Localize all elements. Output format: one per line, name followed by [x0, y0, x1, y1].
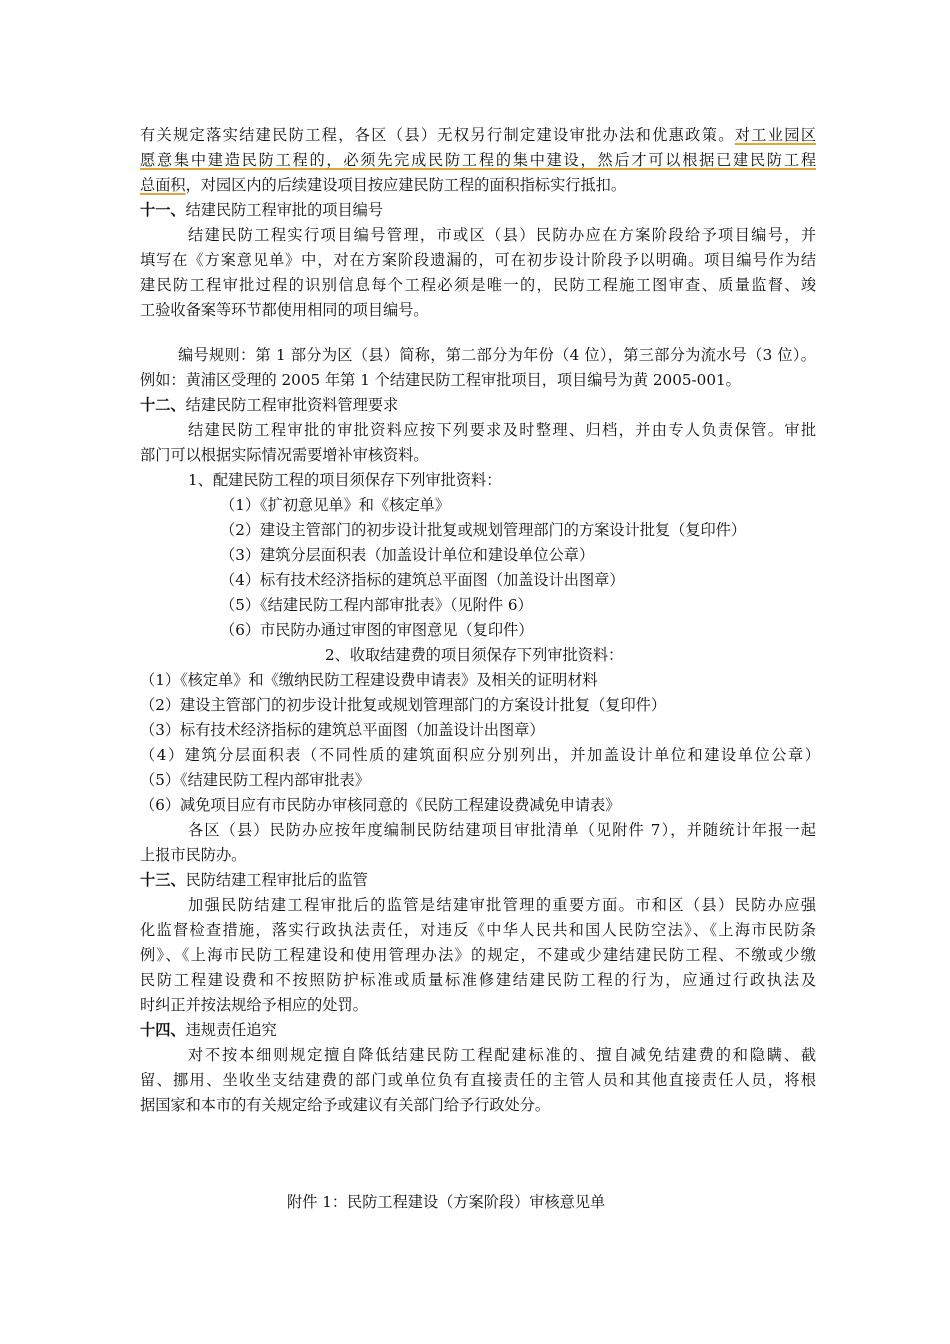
section-number: 十一、: [140, 201, 186, 219]
text-line: [140, 920, 816, 942]
text-line: [220, 520, 746, 542]
text-segment: 结建民防工程审批的项目编号: [185, 201, 383, 219]
text-line: [140, 175, 626, 197]
text-line: [140, 275, 816, 297]
text-segment: 违规责任追究: [185, 1021, 277, 1039]
text-line: [140, 1095, 550, 1117]
text-line: [140, 770, 370, 792]
text-segment: （3）建筑分层面积表（加盖设计单位和建设单位公章）: [220, 546, 595, 564]
text-segment: 编号规则：第 1 部分为区（县）简称，第二部分为年份（4 位），第三部分为流水号（3 位）。: [178, 346, 816, 364]
text-segment: 留、挪用、坐收坐支结建费的部门或单位负有直接责任的主管人员和其他直接责任人员，将根: [140, 1071, 816, 1089]
section-number: 十三、: [140, 871, 186, 889]
text-line: [140, 995, 368, 1017]
text-line: [140, 745, 820, 767]
text-segment: 对不按本细则规定擅自降低结建民防工程配建标准的、擅自减免结建费的和隐瞒、截: [188, 1046, 816, 1064]
highlighted-text: 总面积: [140, 176, 186, 194]
text-line: [188, 1045, 816, 1067]
text-line: [140, 395, 398, 417]
text-segment: （1）《扩初意见单》和《核定单》: [220, 496, 450, 514]
text-line: [220, 495, 450, 517]
text-line: [140, 695, 666, 717]
text-segment: 工验收备案等环节都使用相同的项目编号。: [140, 301, 429, 319]
text-segment: 结建民防工程审批资料管理要求: [185, 396, 399, 414]
text-line: [325, 645, 623, 667]
text-line: [188, 420, 816, 442]
text-segment: 结建民防工程审批的审批资料应按下列要求及时整理、归档，并由专人负责保管。审批: [188, 421, 816, 439]
text-line: [220, 620, 533, 642]
text-line: [220, 545, 594, 567]
text-segment: 加强民防结建工程审批后的监管是结建审批管理的重要方面。市和区（县）民防办应强: [188, 896, 816, 914]
text-line: [188, 470, 501, 492]
text-line: [140, 845, 246, 867]
text-segment: 建民防工程审批过程的识别信息每个工程必须是唯一的，民防工程施工图审查、质量监督、竣: [140, 276, 816, 294]
text-line: [140, 200, 383, 222]
text-line: [140, 150, 816, 172]
text-segment: （2）建设主管部门的初步设计批复或规划管理部门的方案设计批复（复印件）: [220, 521, 747, 539]
text-segment: 民防工程建设费和不按照防护标准或质量标准修建结建民防工程的行为，应通过行政执法及: [140, 971, 816, 989]
highlighted-text: 对工业园区: [734, 126, 817, 144]
text-line: [140, 300, 429, 322]
text-segment: ，对园区内的后续建设项目按应建民防工程的面积指标实行抵扣。: [185, 176, 626, 194]
text-segment: （4）建筑分层面积表（不同性质的建筑面积应分别列出，并加盖设计单位和建设单位公章）: [140, 746, 820, 764]
text-line: [140, 870, 368, 892]
text-segment: （4）标有技术经济指标的建筑总平面图（加盖设计出图章）: [220, 571, 625, 589]
text-segment: （3）标有技术经济指标的建筑总平面图（加盖设计出图章）: [140, 721, 545, 739]
text-line: [188, 820, 816, 842]
text-segment: 附件 1：民防工程建设（方案阶段）审核意见单: [287, 1193, 606, 1211]
text-line: [188, 895, 816, 917]
text-line: [140, 250, 816, 272]
text-line: [140, 1020, 277, 1042]
text-line: [140, 125, 816, 147]
text-segment: 上报市民防办。: [140, 846, 247, 864]
text-segment: 有关规定落实结建民防工程，各区（县）无权另行制定建设审批办法和优惠政策。: [140, 126, 735, 144]
text-segment: （6）减免项目应有市民防办审核同意的《民防工程建设费减免申请表》: [140, 796, 621, 814]
text-segment: （5）《结建民防工程内部审批表》（见附件 6）: [220, 596, 533, 614]
text-line: [220, 570, 625, 592]
text-segment: 2、收取结建费的项目须保存下列审批资料：: [325, 646, 624, 664]
text-line: [140, 970, 816, 992]
highlighted-text: 愿意集中建造民防工程的，必须先完成民防工程的集中建设，然后才可以根据已建民防工程: [140, 151, 816, 169]
text-line: [140, 945, 816, 967]
text-segment: （6）市民防办通过审图的审图意见（复印件）: [220, 621, 534, 639]
section-number: 十二、: [140, 396, 186, 414]
text-line: [140, 370, 741, 392]
text-line: [140, 1070, 816, 1092]
text-line: [140, 720, 545, 742]
text-segment: 填写在《方案意见单》中，对在方案阶段遗漏的，可在初步设计阶段予以明确。项目编号作为结: [140, 251, 816, 269]
text-segment: 据国家和本市的有关规定给予或建议有关部门给予行政处分。: [140, 1096, 551, 1114]
text-segment: 时纠正并按法规给予相应的处罚。: [140, 996, 368, 1014]
text-line: [287, 1192, 605, 1214]
text-segment: 民防结建工程审批后的监管: [185, 871, 368, 889]
section-number: 十四、: [140, 1021, 186, 1039]
text-segment: 各区（县）民防办应按年度编制民防结建项目审批清单（见附件 7），并随统计年报一起: [188, 821, 816, 839]
text-line: [140, 795, 620, 817]
text-line: [178, 345, 816, 367]
text-segment: 例》、《上海市民防工程建设和使用管理办法》的规定，不建或少建结建民防工程、不缴或少缴: [140, 946, 816, 964]
text-segment: 部门可以根据实际情况需要增补审核资料。: [140, 446, 429, 464]
text-line: [140, 445, 429, 467]
text-segment: 化监督检查措施，落实行政执法责任，对违反《中华人民共和国人民防空法》、《上海市民防条: [140, 921, 816, 939]
text-segment: （1）《核定单》和《缴纳民防工程建设费申请表》及相关的证明材料: [140, 671, 598, 689]
text-line: [140, 670, 598, 692]
text-line: [220, 595, 533, 617]
text-segment: （2）建设主管部门的初步设计批复或规划管理部门的方案设计批复（复印件）: [140, 696, 667, 714]
text-segment: 1、配建民防工程的项目须保存下列审批资料：: [188, 471, 502, 489]
text-segment: 结建民防工程实行项目编号管理，市或区（县）民防办应在方案阶段给予项目编号，并: [188, 226, 816, 244]
text-line: [188, 225, 816, 247]
text-segment: （5）《结建民防工程内部审批表》: [140, 771, 370, 789]
text-segment: 例如：黄浦区受理的 2005 年第 1 个结建民防工程审批项目，项目编号为黄 2005-001。: [140, 371, 741, 389]
